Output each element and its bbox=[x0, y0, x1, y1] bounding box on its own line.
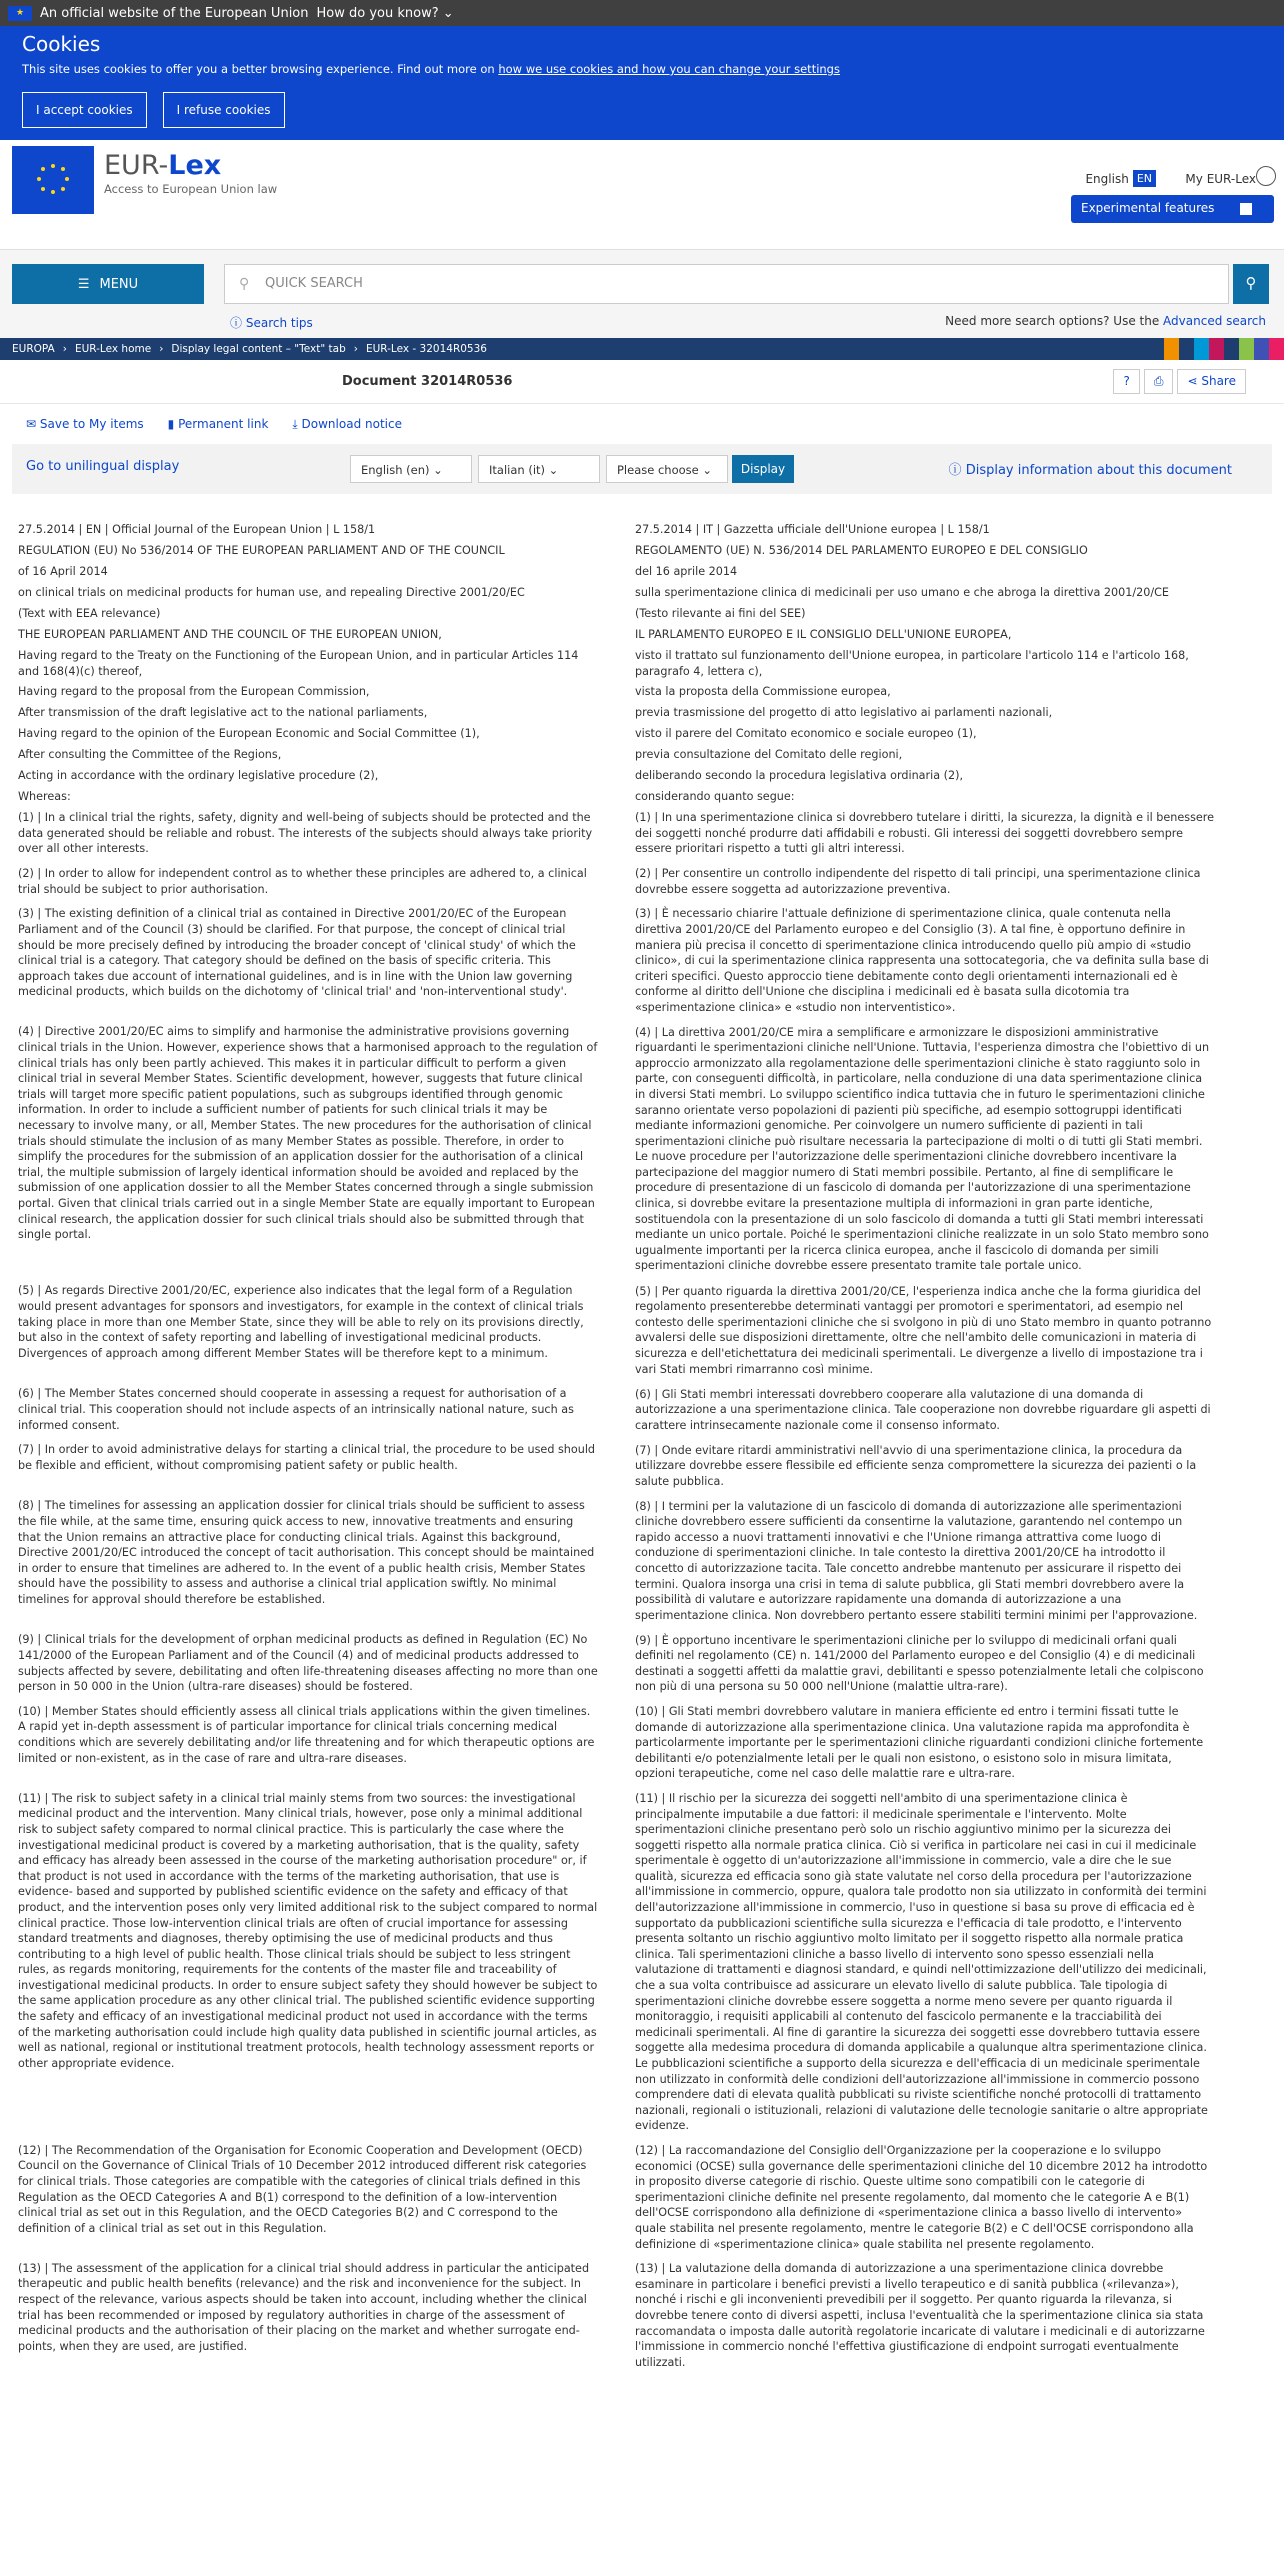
save-to-my-items-link[interactable]: ✉ Save to My items bbox=[26, 417, 144, 431]
help-button[interactable]: ? bbox=[1113, 369, 1139, 394]
paragraph-it: (Testo rilevante ai fini del SEE) bbox=[635, 607, 806, 620]
paragraph-en: After transmission of the draft legislative act to the national parliaments, bbox=[18, 706, 428, 720]
breadcrumb-current: EUR-Lex - 32014R0536 bbox=[365, 343, 487, 355]
site-logo-text[interactable]: EUR-Lex bbox=[104, 150, 222, 181]
paragraph-it: (9) | È opportuno incentivare le sperimentazioni cliniche per lo sviluppo di medicinali orfani quali definiti nel regolamento (CE) n. 141/2000 del Parlamento europeo e del Consiglio (4) e di medicinali destinati a soggetti affetti da malattie gravi, debilitanti e spesso potenzialmente letali che colpiscono non più di una persona su 50 000 nell'Unione (malattie ultra-rare). bbox=[635, 1633, 1204, 1694]
accept-cookies-button[interactable]: I accept cookies bbox=[22, 92, 147, 128]
paragraph-en: REGULATION (EU) No 536/2014 OF THE EUROPEAN PARLIAMENT AND OF THE COUNCIL bbox=[18, 544, 505, 557]
paragraph-it: (3) | È necessario chiarire l'attuale definizione di sperimentazione clinica, quale contenuta nella direttiva 2001/20/CE del Parlamento europeo e del Consiglio (3). A tal fine, è opportuno definire in maniera più precisa il concetto di sperimentazione clinica introducendo quello più ampio di «studio clinico», di cui la sperimentazione clinica rappresenta una sottocategoria, che va definita sulla base di criteri specifici. Questo approccio tiene debitamente conto degli orientamenti internazionali ed è conforme al diritto dell'Unione che disciplina i medicinali ed è basata sulla dicotomia tra «sperimentazione clinica» e «studio non interventistico». bbox=[635, 907, 1209, 1014]
paragraph-en: Acting in accordance with the ordinary legislative procedure (2), bbox=[18, 769, 379, 783]
eurlex-logo-icon[interactable] bbox=[12, 146, 94, 214]
my-eurlex-link[interactable]: My EUR-Lex bbox=[1185, 172, 1256, 186]
paragraph-en: (3) | The existing definition of a clinical trial as contained in Directive 2001/20/EC of the European Parliament and of the Council (3) should be clarified. For that purpose, the concept of clinical trial should be more precisely defined by introducing the broader concept of 'clinical study' of which the clinical trial is a category. That category should be defined on the basis of specific criteria. This approach takes due account of international guidelines, and is in line with the Union law governing medicinal products, which builds on the dichotomy of 'clinical trial' and 'non-interventional study'. bbox=[18, 907, 576, 999]
paragraph-it: (11) | Il rischio per la sicurezza dei soggetti nell'ambito di una sperimentazione clinica è principalmente imputabile a due fattori: il medicinale sperimentale e l'intervento. Molte sperimentazioni cliniche presentano però solo un rischio aggiuntivo minimo per la sicurezza dei soggetti rispetto alla normale pratica clinica. Ciò si verifica in particolare nei casi in cui il medicinale sperimentale è oggetto di un'autorizzazione all'immissione in commercio, vale a dire che le sue qualità, sicurezza ed efficacia sono già state valutate nel corso della procedura per l'autorizzazione all'immissione in commercio, oppure, qualora tale prodotto non sia utilizzato in conformità dei termini dell'autorizzazione all'immissione in commercio, l'uso in questione si basa su prove di efficacia ed è supportato da pubblicazioni scientifiche sulla sicurezza e l'efficacia di tale prodotto, e l'intervento presenta soltanto un rischio aggiuntivo molto limitato per il soggetto rispetto alla normale pratica clinica. Tali sperimentazioni cliniche a basso livello di intervento sono spesso essenziali nella valutazione di trattamenti e diagnosi standard, e quindi nell'ottimizzazione dell'utilizzo dei medicinali, che a sua volta contribuisce ad assicurare un elevato livello di salute pubblica. Tale tipologia di sperimentazioni cliniche dovrebbe essere soggetta a norme meno severe per quanto riguarda il monitoraggio, i requisiti applicabili al contenuto del fascicolo permanente e la tracciabilità dei medicinali sperimentali. Al fine di garantire la sicurezza dei soggetti esse dovrebbero tuttavia essere soggette alla medesima procedura di domanda applicabile a qualunque altra sperimentazione clinica. Le pubblicazioni scientifiche a supporto della sicurezza e dell'efficacia di un medicinale sperimentale non utilizzato in conformità delle condizioni dell'autorizzazione all'immissione in commercio possono comprendere dati di elevata qualità pubblicati su riviste scientifiche nonché protocolli di trattamento nazionali, regionali o istituzionali, relazioni di valutazione delle tecnologie sanitarie o altre appropriate evidenze. bbox=[635, 1791, 1208, 2133]
english-column bbox=[18, 522, 598, 2379]
document-actions bbox=[0, 404, 1284, 444]
permanent-link[interactable]: ▮ Permanent link bbox=[167, 417, 269, 431]
paragraph-it: (10) | Gli Stati membri dovrebbero valutare in maniera efficiente ed entro i termini fissati tutte le domande di autorizzazione alla sperimentazione clinica. Una valutazione rapida ma approfondita è particolarmente importante per le sperimentazioni cliniche riguardanti condizioni cliniche fortemente debilitanti e/o potenzialmente letali per le quali non esistono, o esistono solo in misura limitata, opzioni terapeutiche, come nel caso delle malattie rare e ultra-rare. bbox=[635, 1704, 1204, 1781]
paragraph-it: (6) | Gli Stati membri interessati dovrebbero cooperare alla valutazione di una domanda di autorizzazione a una sperimentazione clinica. Tale cooperazione non dovrebbe riguardare gli aspetti di carattere intrinsecamente nazionale come il consenso informato. bbox=[635, 1387, 1211, 1432]
cookie-text: This site uses cookies to offer you a better browsing experience. Find out more on how we use cookies and how you can change your settings bbox=[22, 62, 840, 76]
paragraph-it: 27.5.2014 | IT | Gazzetta ufficiale dell'Unione europea | L 158/1 bbox=[635, 523, 990, 536]
download-notice-link[interactable]: ⤓ Download notice bbox=[292, 416, 402, 431]
paragraph-en: (1) | In a clinical trial the rights, safety, dignity and well-being of subjects should be protected and the data generated should be reliable and robust. The interests of the subjects should always take priority over all other interests. bbox=[18, 811, 593, 856]
download-icon: ⤓ bbox=[292, 416, 298, 431]
refuse-cookies-button[interactable]: I refuse cookies bbox=[163, 92, 285, 128]
unilingual-display-link[interactable]: Go to unilingual display bbox=[26, 459, 180, 474]
paragraph-it: visto il parere del Comitato economico e sociale europeo (1), bbox=[635, 727, 977, 741]
search-icon: ⚲ bbox=[239, 276, 250, 292]
paragraph-en: Having regard to the Treaty on the Functioning of the European Union, and in particular Articles 114 and 168(4)(c) thereof, bbox=[18, 649, 579, 678]
share-button[interactable]: ⋖ Share bbox=[1177, 369, 1246, 394]
print-icon[interactable]: ⎙ bbox=[1144, 369, 1174, 394]
save-icon: ✉ bbox=[26, 417, 37, 431]
paragraph-it: deliberando secondo la procedura legislativa ordinaria (2), bbox=[635, 769, 964, 783]
paragraph-it: (2) | Per consentire un controllo indipendente del rispetto di tali principi, una sperimentazione clinica dovrebbe essere soggetta ad autorizzazione preventiva. bbox=[635, 867, 1201, 896]
paragraph-it: (5) | Per quanto riguarda la direttiva 2001/20/CE, l'esperienza indica anche che la forma giuridica del regolamento presenterebbe determinati vantaggi per promotori e sperimentatori, ad esempio nel contesto delle sperimentazioni cliniche che si svolgono in più di uno Stato membro in quanto potranno avvalersi delle sue disposizioni direttamente, oltre che nell'ambito delle comunicazioni in materia di sicurezza e dell'etichettatura dei medicinali sperimentali. Le divergenze a livello di impostazione tra i vari Stati membri rimarranno così minime. bbox=[635, 1284, 1212, 1376]
quick-search-input[interactable]: ⚲ QUICK SEARCH bbox=[224, 264, 1229, 304]
breadcrumb-home[interactable]: EUR-Lex home bbox=[74, 343, 152, 355]
paragraph-en: (Text with EEA relevance) bbox=[18, 607, 161, 620]
official-banner bbox=[0, 0, 1284, 26]
search-submit-button[interactable]: ⚲ bbox=[1233, 264, 1269, 304]
breadcrumb: EUROPA › EUR-Lex home › Display legal content – "Text" tab › EUR-Lex - 32014R0536 bbox=[0, 338, 1284, 360]
display-button[interactable]: Display bbox=[732, 455, 794, 483]
breadcrumb-europa[interactable]: EUROPA bbox=[12, 343, 55, 355]
chevron-down-icon: ⌄ bbox=[442, 5, 454, 21]
info-icon: ⓘ bbox=[948, 463, 962, 478]
paragraph-en: (6) | The Member States concerned should cooperate in assessing a request for authorisation of a clinical trial. This cooperation should not include aspects of an intrinsically national nature, such as informed consent. bbox=[18, 1387, 574, 1432]
cookie-title: Cookies bbox=[22, 32, 101, 56]
paragraph-en: Whereas: bbox=[18, 790, 71, 804]
user-icon[interactable] bbox=[1256, 166, 1276, 186]
menu-button[interactable]: ☰ MENU bbox=[12, 264, 204, 304]
paragraph-it: (7) | Onde evitare ritardi amministrativi nell'avvio di una sperimentazione clinica, la procedura da utilizzare dovrebbe essere flessibile ed efficiente senza compromettere la sicurezza dei pazienti o la salute pubblica. bbox=[635, 1443, 1197, 1488]
paragraph-en: (11) | The risk to subject safety in a clinical trial mainly stems from two sources: the investigational medicinal product and the intervention. Many clinical trials, however, pose only a minimal additional risk to subject safety compared to normal clinical practice. This is particularly the case where the investigational medicinal product is covered by a marketing authorisation, that is the quality, safety and efficacy has already been assessed in the course of the marketing authorisation procedure" or, if that product is not used in accordance with the terms of the marketing authorisation, that use is evidence- based and supported by published scientific evidence on the safety and efficacy of that product, and the intervention poses only very limited additional risk to the subject compared to normal clinical practice. Those low-intervention clinical trials are often of crucial importance for assessing standard treatments and diagnoses, thereby optimising the use of medicinal products and thus contributing to a high level of public health. Those clinical trials should be subject to less stringent rules, as regards monitoring, requirements for the contents of the master file and traceability of investigational medicinal products. In order to ensure subject safety they should however be subject to the same application procedure as any other clinical trial. The published scientific evidence supporting the safety and efficacy of an investigational medicinal product not used in accordance with the terms of the marketing authorisation could include high quality data published in scientific journal articles, as well as national, regional or institutional treatment protocols, health technology assessment reports or other appropriate evidence. bbox=[18, 1791, 598, 2070]
paragraph-en: on clinical trials on medicinal products for human use, and repealing Directive 2001/20/EC bbox=[18, 586, 525, 599]
language-selector[interactable]: English EN bbox=[1085, 170, 1156, 187]
more-search-options: Need more search options? Use the Advanced search bbox=[945, 314, 1266, 328]
decorative-stripes bbox=[1164, 338, 1284, 360]
eu-flag-icon: ★ bbox=[8, 6, 32, 21]
hamburger-icon: ☰ bbox=[77, 276, 90, 292]
paragraph-it: vista la proposta della Commissione europea, bbox=[635, 685, 891, 699]
bookmark-icon: ▮ bbox=[167, 417, 175, 431]
paragraph-en: (10) | Member States should efficiently assess all clinical trials applications within the given timelines. A rapid yet in-depth assessment is of particular importance for clinical trials concerning medical conditions which are severely debilitating and/or life threatening and for which therapeutic options are limited or non-existent, as in the case of rare and ultra-rare diseases. bbox=[18, 1704, 595, 1765]
search-tips-link[interactable]: ⓘ Search tips bbox=[230, 316, 313, 330]
paragraph-it: (8) | I termini per la valutazione di un fascicolo di domanda di autorizzazione alle sperimentazioni cliniche dovrebbero essere sufficienti da consentirne la valutazione, garantendo nel contempo un rapido accesso a nuovi trattamenti innovativi e che l'Unione rimanga attrattiva come luogo di conduzione di sperimentazioni cliniche. In tale contesto la direttiva 2001/20/CE ha introdotto il concetto di autorizzazione tacita. Tale concetto andrebbe mantenuto per assicurare il rispetto dei termini. Qualora insorga una crisi in tema di salute pubblica, gli Stati membri dovrebbero avere la possibilità di valutare e autorizzare rapidamente una domanda di autorizzazione a una sperimentazione clinica. Non dovrebbero pertanto essere stabiliti termini minimi per l'approvazione. bbox=[635, 1499, 1198, 1622]
paragraph-en: (8) | The timelines for assessing an application dossier for clinical trials should be sufficient to assess the file while, at the same time, ensuring quick access to new, innovative treatments and ensuring that the Union remains an attractive place for conducting clinical trials. Against this background, Directive 2001/20/EC introduced the concept of tacit authorisation. This concept should be maintained in order to ensure that timelines are adhered to. In the event of a public health crisis, Member States should have the possibility to assess and authorise a clinical trial application swiftly. No minimal timelines for approval should therefore be established. bbox=[18, 1499, 595, 1606]
paragraph-it: visto il trattato sul funzionamento dell'Unione europea, in particolare l'articolo 114 e l'articolo 168, paragrafo 4, lettera c), bbox=[635, 649, 1189, 678]
display-info-link[interactable]: ⓘ Display information about this document bbox=[948, 463, 1232, 478]
paragraph-it: del 16 aprile 2014 bbox=[635, 565, 738, 578]
language-select-2[interactable]: Italian (it) ⌄ bbox=[478, 455, 600, 483]
cookie-policy-link[interactable]: how we use cookies and how you can change your settings bbox=[498, 62, 840, 76]
experimental-features-toggle[interactable]: Experimental features bbox=[1071, 195, 1274, 223]
paragraph-it: sulla sperimentazione clinica di medicinali per uso umano e che abroga la direttiva 2001/20/CE bbox=[635, 586, 1169, 599]
info-icon: ⓘ bbox=[230, 316, 243, 330]
language-select-1[interactable]: English (en) ⌄ bbox=[350, 455, 472, 483]
paragraph-it: REGOLAMENTO (UE) N. 536/2014 DEL PARLAMENTO EUROPEO E DEL CONSIGLIO bbox=[635, 544, 1088, 557]
paragraph-it: considerando quanto segue: bbox=[635, 790, 795, 804]
paragraph-it: previa trasmissione del progetto di atto legislativo ai parlamenti nazionali, bbox=[635, 706, 1053, 720]
paragraph-en: THE EUROPEAN PARLIAMENT AND THE COUNCIL OF THE EUROPEAN UNION, bbox=[18, 628, 442, 641]
paragraph-en: Having regard to the opinion of the European Economic and Social Committee (1), bbox=[18, 727, 480, 741]
paragraph-it: (13) | La valutazione della domanda di autorizzazione a una sperimentazione clinica dovrebbe esaminare in particolare i benefici previsti a livello terapeutico e di sanità pubblica («rilevanza»), nonché i rischi e gli inconvenienti prevedibili per il soggetto. Per quanto riguarda la rilevanza, si dovrebbe tenere conto di diversi aspetti, inclusa l'eventualità che la sperimentazione clinica sia stata raccomandata o imposta dalle autorità regolatorie incaricate di valutare i medicinali e di autorizzarne l'immissione in commercio nonché l'effettiva giustificazione di endpoint surrogati eventualmente utilizzati. bbox=[635, 2262, 1205, 2369]
site-subtitle: Access to European Union law bbox=[104, 182, 278, 196]
paragraph-it: (1) | In una sperimentazione clinica si dovrebbero tutelare i diritti, la sicurezza, la dignità e il benessere dei soggetti nonché produrre dati affidabili e robusti. Gli interessi dei soggetti dovrebbero sempre essere prioritari rispetto a tutti gli altri interessi. bbox=[635, 811, 1215, 856]
paragraph-it: (12) | La raccomandazione del Consiglio dell'Organizzazione per la cooperazione e lo sviluppo economici (OCSE) sulla governance delle sperimentazioni cliniche del 10 dicembre 2012 ha introdotto in proposito diverse categorie di rischio. Queste ultime sono compatibili con le categorie di sperimentazioni cliniche definite nel presente regolamento, dal momento che le categorie A e B(1) dell'OCSE corrispondono alla definizione di «sperimentazione clinica a basso livello di intervento» quale stabilita nel presente regolamento, mentre le categorie B(2) e C dell'OCSE corrispondono alla definizione di «sperimentazione clinica» quale stabilita nel presente regolamento. bbox=[635, 2143, 1208, 2251]
official-text: An official website of the European Union bbox=[40, 5, 309, 21]
paragraph-en: (4) | Directive 2001/20/EC aims to simplify and harmonise the administrative provisions governing clinical trials in the Union. However, experience shows that a harmonised approach to the regulation of clinical trials has only been partly achieved. This makes it in particular difficult to perform a given clinical trial in several Member States. Scientific development, however, suggests that future clinical trials will target more specific patient populations, such as subgroups identified through genomic information. In order to include a sufficient number of patients for such clinical trials it may be necessary to involve many, or all, Member States. The new procedures for the authorisation of clinical trials should stimulate the inclusion of as many Member States as possible. Therefore, in order to simplify the procedures for the submission of an application dossier for the authorisation of a clinical trial, the multiple submission of largely identical information should be avoided and replaced by the submission of one application dossier to all the Member States concerned through a single submission portal. Given that clinical trials carried out in a single Member State are equally important to European clinical research, the application dossier for such clinical trials should also be submitted through that single portal. bbox=[18, 1025, 598, 1242]
paragraph-it: IL PARLAMENTO EUROPEO E IL CONSIGLIO DELL'UNIONE EUROPEA, bbox=[635, 628, 1012, 641]
paragraph-en: 27.5.2014 | EN | Official Journal of the European Union | L 158/1 bbox=[18, 523, 376, 536]
breadcrumb-display[interactable]: Display legal content – "Text" tab bbox=[171, 343, 346, 355]
cookie-banner bbox=[0, 26, 1284, 140]
paragraph-en: (9) | Clinical trials for the development of orphan medicinal products as defined in Regulation (EC) No 141/2000 of the European Parliament and of the Council (4) and of medicinal products addressed to subjects affected by severe, debilitating and often life-threatening diseases affecting no more than one person in 50 000 in the Union (ultra-rare diseases) should be fostered. bbox=[18, 1633, 598, 1694]
advanced-search-link[interactable]: Advanced search bbox=[1163, 314, 1266, 328]
paragraph-en: of 16 April 2014 bbox=[18, 565, 108, 578]
paragraph-en: Having regard to the proposal from the European Commission, bbox=[18, 685, 370, 699]
paragraph-en: (5) | As regards Directive 2001/20/EC, experience also indicates that the legal form of a Regulation would present advantages for sponsors and investigators, for example in the context of clinical trials taking place in more than one Member State, since they will be able to rely on its provisions directly, but also in the context of safety reporting and labelling of investigational medicinal products. Divergences of approach among different Member States will be therefore kept to a minimum. bbox=[18, 1284, 584, 1360]
paragraph-en: (7) | In order to avoid administrative delays for starting a clinical trial, the procedure to be used should be flexible and efficient, without compromising patient safety or public health. bbox=[18, 1443, 596, 1472]
italian-column bbox=[635, 522, 1215, 2379]
paragraph-en: (12) | The Recommendation of the Organisation for Economic Cooperation and Development (OECD) Council on the Governance of Clinical Trials of 10 December 2012 introduced different risk categories for clinical trials. Those categories are compatible with the categories of clinical trials defined in this Regulation as the OECD Categories A and B(1) correspond to the definition of a low-intervention clinical trial as set out in this Regulation, and the OECD Categories B(2) and C correspond to the definition of a clinical trial as set out in this Regulation. bbox=[18, 2143, 587, 2235]
toggle-checkbox-icon[interactable] bbox=[1240, 203, 1252, 215]
search-area bbox=[0, 250, 1284, 338]
how-do-you-know-link[interactable]: How do you know? ⌄ bbox=[316, 5, 454, 21]
language-select-3[interactable]: Please choose ⌄ bbox=[606, 455, 728, 483]
document-header bbox=[0, 360, 1284, 404]
paragraph-it: (4) | La direttiva 2001/20/CE mira a semplificare e armonizzare le disposizioni amministrative riguardanti le sperimentazioni cliniche nell'Unione. Tuttavia, l'esperienza dimostra che l'obiettivo di un approccio armonizzato alla regolamentazione delle sperimentazioni cliniche è stato raggiunto solo in parte, con conseguenti difficoltà, in particolare, nella conduzione di una data sperimentazione clinica in diversi Stati membri. Lo sviluppo scientifico indica tuttavia che in futuro le sperimentazioni cliniche saranno orientate verso popolazioni di pazienti più specifiche, ad esempio sottogruppi identificati mediante informazioni genomiche. Per coinvolgere un numero sufficiente di pazienti in tali sperimentazioni cliniche può risultare necessaria la partecipazione di molti o di tutti gli Stati membri. Le nuove procedure per l'autorizzazione delle sperimentazioni cliniche dovrebbero incentivare la partecipazione del maggior numero di Stati membri possibile. Pertanto, al fine di semplificare le procedure di presentazione di un fascicolo di domanda per l'autorizzazione di una sperimentazione clinica, si dovrebbe evitare la presentazione multipla di informazioni in gran parte identiche, sostituendola con la presentazione di un solo fascicolo di domanda a tutti gli Stati membri interessati mediante un unico portale. Poiché le sperimentazioni cliniche realizzate in un solo Stato membro sono ugualmente importanti per la ricerca clinica europea, anche il fascicolo di domanda per simili sperimentazioni cliniche dovrebbe essere presentato tramite tale portale unico. bbox=[635, 1025, 1210, 1273]
document-title: Document 32014R0536 bbox=[342, 374, 513, 389]
site-header bbox=[0, 140, 1284, 250]
paragraph-en: After consulting the Committee of the Regions, bbox=[18, 748, 282, 762]
paragraph-en: (13) | The assessment of the application for a clinical trial should address in particular the anticipated therapeutic and public health benefits (relevance) and the risk and inconvenience for the subject. In respect of the relevance, various aspects should be taken into account, including whether the clinical trial has been recommended or imposed by regulatory authorities in charge of the assessment of medicinal products and the authorisation of their placing on the market and whether surrogate end-points, when they are used, are justified. bbox=[18, 2261, 590, 2353]
paragraph-en: (2) | In order to allow for independent control as to whether these principles are adhered to, a clinical trial should be subject to prior authorisation. bbox=[18, 867, 587, 896]
paragraph-it: previa consultazione del Comitato delle regioni, bbox=[635, 748, 903, 762]
share-icon: ⋖ bbox=[1187, 374, 1198, 388]
display-options-bar bbox=[12, 444, 1272, 494]
